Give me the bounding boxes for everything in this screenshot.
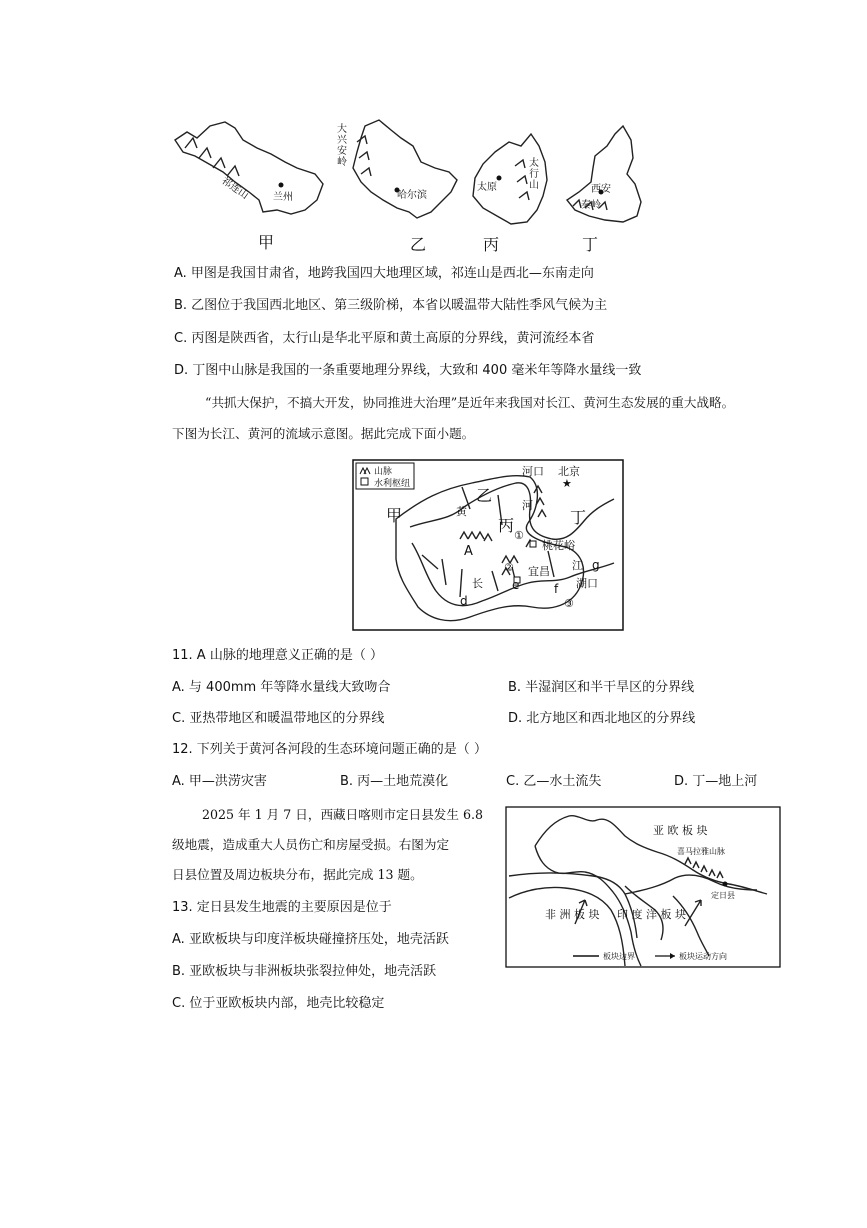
map-f: f [554,582,559,596]
heilongjiang-map [337,120,457,218]
q12-option-b: B. 丙—土地荒漠化 [340,774,449,789]
taihang-label: 太行山 [529,158,539,191]
map-d: d [460,594,468,608]
map-yichang: 宜昌 [528,565,550,578]
q12-option-c: C. 乙—水土流失 [506,774,602,789]
harbin-label: 哈尔滨 [397,190,427,201]
lanzhou-label: 兰州 [273,192,293,203]
legend-boundary-label: 板块边界 [603,952,635,961]
map-jia: 甲 [386,506,403,525]
legend-dam-label: 水利枢纽 [374,479,411,489]
qinling-label: 秦岭 [581,200,601,211]
label-jia: 甲 [258,233,275,252]
map-huang: 黄 [456,505,467,518]
map-circle-2: ② [504,561,514,574]
q11-option-d: D. 北方地区和西北地区的分界线 [508,711,696,726]
q13-passage-line-3: 日县位置及周边板块分布，据此完成 13 题。 [172,867,423,882]
map-e: e [512,578,520,592]
shanxi-map [473,134,547,224]
map-chang: 长 [472,577,483,590]
qilian-label: 祁连山 [219,175,251,202]
legend-mountain-label: 山脉 [374,467,393,477]
label-ding: 丁 [582,235,599,254]
q12-option-d: D. 丁—地上河 [674,774,758,789]
map-a: A [464,544,473,559]
xian-label: 西安 [591,184,611,195]
label-yi: 乙 [410,235,427,254]
map-bing: 丙 [498,516,515,535]
map-circle-3: ③ [564,597,574,610]
q11-option-c: C. 亚热带地区和暖温带地区的分界线 [172,711,385,726]
q10-option-b: B. 乙图位于我国西北地区、第三级阶梯，本省以暖温带大陆性季风气候为主 [174,298,608,313]
passage-line-2: 下图为长江、黄河的流域示意图。据此完成下面小题。 [172,426,475,441]
q13-option-b: B. 亚欧板块与非洲板块张裂拉伸处，地壳活跃 [172,964,437,979]
q10-option-a: A. 甲图是我国甘肃省，地跨我国四大地理区域，祁连山是西北—东南走向 [174,266,594,281]
q10-option-d: D. 丁图中山脉是我国的一条重要地理分界线，大致和 400 毫米年等降水量线一致 [174,363,642,378]
q11-stem: 11. A 山脉的地理意义正确的是（ ） [172,648,383,663]
gansu-map [175,122,323,214]
legend-motion-label: 板块运动方向 [679,952,727,961]
q12-stem: 12. 下列关于黄河各河段的生态环境问题正确的是（ ） [172,742,487,757]
himalaya-label: 喜马拉雅山脉 [677,847,725,856]
map-he: 河 [522,499,533,512]
daxinganling-label: 大兴安岭 [337,124,347,168]
map-g: g [592,558,600,572]
map-taohuayu: 桃花峪 [542,539,575,552]
plate-map [505,806,781,968]
map-yi: 乙 [476,486,493,505]
taiyuan-label: 太原 [477,182,497,193]
map-circle-1: ① [514,529,524,542]
map-ding: 丁 [570,508,587,527]
eurasian-plate-label: 亚 欧 板 块 [653,824,708,837]
indian-plate-label: 印 度 洋 板 块 [617,908,686,921]
q13-option-c: C. 位于亚欧板块内部，地壳比较稳定 [172,996,385,1011]
shaanxi-map [567,126,641,222]
q13-stem: 13. 定日县发生地震的主要原因是位于 [172,900,392,915]
q13-passage-line-2: 级地震，造成重大人员伤亡和房屋受损。右图为定 [172,837,450,852]
beijing-star-icon: ★ [562,477,572,490]
q11-option-b: B. 半湿润区和半干旱区的分界线 [508,680,695,695]
q11-option-a: A. 与 400mm 年等降水量线大致吻合 [172,680,391,695]
q13-option-a: A. 亚欧板块与印度洋板块碰撞挤压处，地壳活跃 [172,932,449,947]
map-hukou: 湖口 [576,577,598,590]
map-beijing: 北京 [558,465,580,478]
dingri-label: 定日县 [711,891,735,900]
q13-passage-line-1: 2025 年 1 月 7 日，西藏日喀则市定日县发生 6.8 [202,807,484,822]
river-basin-map [352,459,624,631]
african-plate-label: 非 洲 板 块 [545,908,600,921]
label-bing: 丙 [483,235,500,254]
q12-option-a: A. 甲—洪涝灾害 [172,774,267,789]
map-hekou: 河口 [522,465,544,478]
map-jiang: 江 [572,559,583,572]
passage-line-1: “共抓大保护，不搞大开发，协同推进大治理”是近年来我国对长江、黄河生态发展的重大战略。 [205,395,735,410]
q10-option-c: C. 丙图是陕西省，太行山是华北平原和黄土高原的分界线，黄河流经本省 [174,331,595,346]
